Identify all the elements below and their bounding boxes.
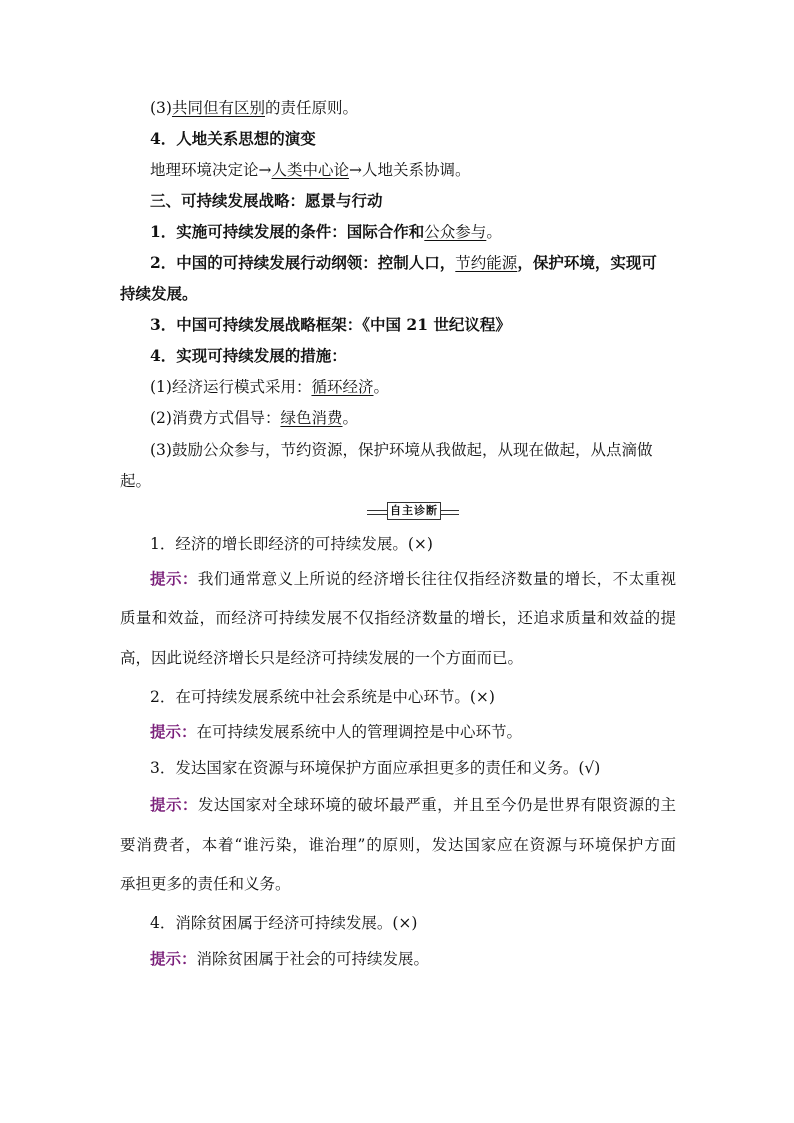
item-3: 3．中国可持续发展战略框架：《中国 21 世纪议程》 xyxy=(150,315,511,334)
question-4: 4．消除贫困属于经济可持续发展。(×) xyxy=(150,914,418,932)
chapter-heading-3: 三、可持续发展战略：愿景与行动 xyxy=(150,191,383,210)
measure-3-cont: 起。 xyxy=(120,472,152,490)
hint-3-line-2: 要消费者，本着“谁污染，谁治理”的原则，发达国家应在资源与环境保护方面 xyxy=(120,836,676,854)
item-2-cont: 持续发展。 xyxy=(120,284,198,303)
hint-4: 提示：消除贫困属于社会的可持续发展。 xyxy=(150,949,430,968)
hint-label: 提示： xyxy=(150,949,197,968)
hint-1-line-2: 质量和效益，而经济可持续发展不仅指经济数量的增长，还追求质量和效益的提 xyxy=(120,609,676,627)
hint-3-line-3: 承担更多的责任和义务。 xyxy=(120,875,291,893)
question-2: 2．在可持续发展系统中社会系统是中心环节。(×) xyxy=(150,688,495,706)
measure-3: (3)鼓励公众参与，节约资源，保护环境从我做起，从现在做起，从点滴做 xyxy=(150,441,653,459)
hint-label: 提示： xyxy=(150,795,198,814)
hint-1: 提示：我们通常意义上所说的经济增长往往仅指经济数量的增长，不太重视 xyxy=(150,569,676,588)
hint-2: 提示：在可持续发展系统中人的管理调控是中心环节。 xyxy=(150,722,523,741)
question-1: 1．经济的增长即经济的可持续发展。(×) xyxy=(150,535,433,553)
banner-title: 自主诊断 xyxy=(387,502,441,520)
evolution-line: 地理环境决定论→人类中心论→人地关系协调。 xyxy=(150,161,471,179)
banner-rule-left xyxy=(367,510,389,515)
blank-answer: 节约能源 xyxy=(455,254,518,272)
hint-3: 提示：发达国家对全球环境的破坏最严重，并且至今仍是世界有限资源的主 xyxy=(150,795,676,814)
measure-2: (2)消费方式倡导：绿色消费。 xyxy=(150,409,358,427)
measure-1: (1)经济运行模式采用：循环经济。 xyxy=(150,378,389,396)
blank-answer: 循环经济 xyxy=(311,378,374,396)
item-4: 4．实现可持续发展的措施： xyxy=(150,346,347,365)
section-heading-4: 4．人地关系思想的演变 xyxy=(150,129,316,148)
blank-answer: 公众参与 xyxy=(424,223,487,241)
blank-answer: 共同但有区别 xyxy=(171,99,265,117)
hint-1-line-3: 高，因此说经济增长只是经济可持续发展的一个方面而已。 xyxy=(120,649,524,667)
hint-label: 提示： xyxy=(150,722,197,741)
blank-answer: 人类中心论 xyxy=(271,161,350,179)
blank-answer: 绿色消费 xyxy=(280,409,343,427)
principle-item-3: (3)共同但有区别的责任原则。 xyxy=(150,99,358,117)
item-2: 2．中国的可持续发展行动纲领：控制人口，节约能源，保护环境，实现可 xyxy=(150,253,657,272)
hint-label: 提示： xyxy=(150,569,198,588)
self-diagnosis-banner xyxy=(367,502,459,520)
question-3: 3．发达国家在资源与环境保护方面应承担更多的责任和义务。(√) xyxy=(150,759,601,777)
item-1: 1．实施可持续发展的条件：国际合作和公众参与。 xyxy=(150,222,502,241)
